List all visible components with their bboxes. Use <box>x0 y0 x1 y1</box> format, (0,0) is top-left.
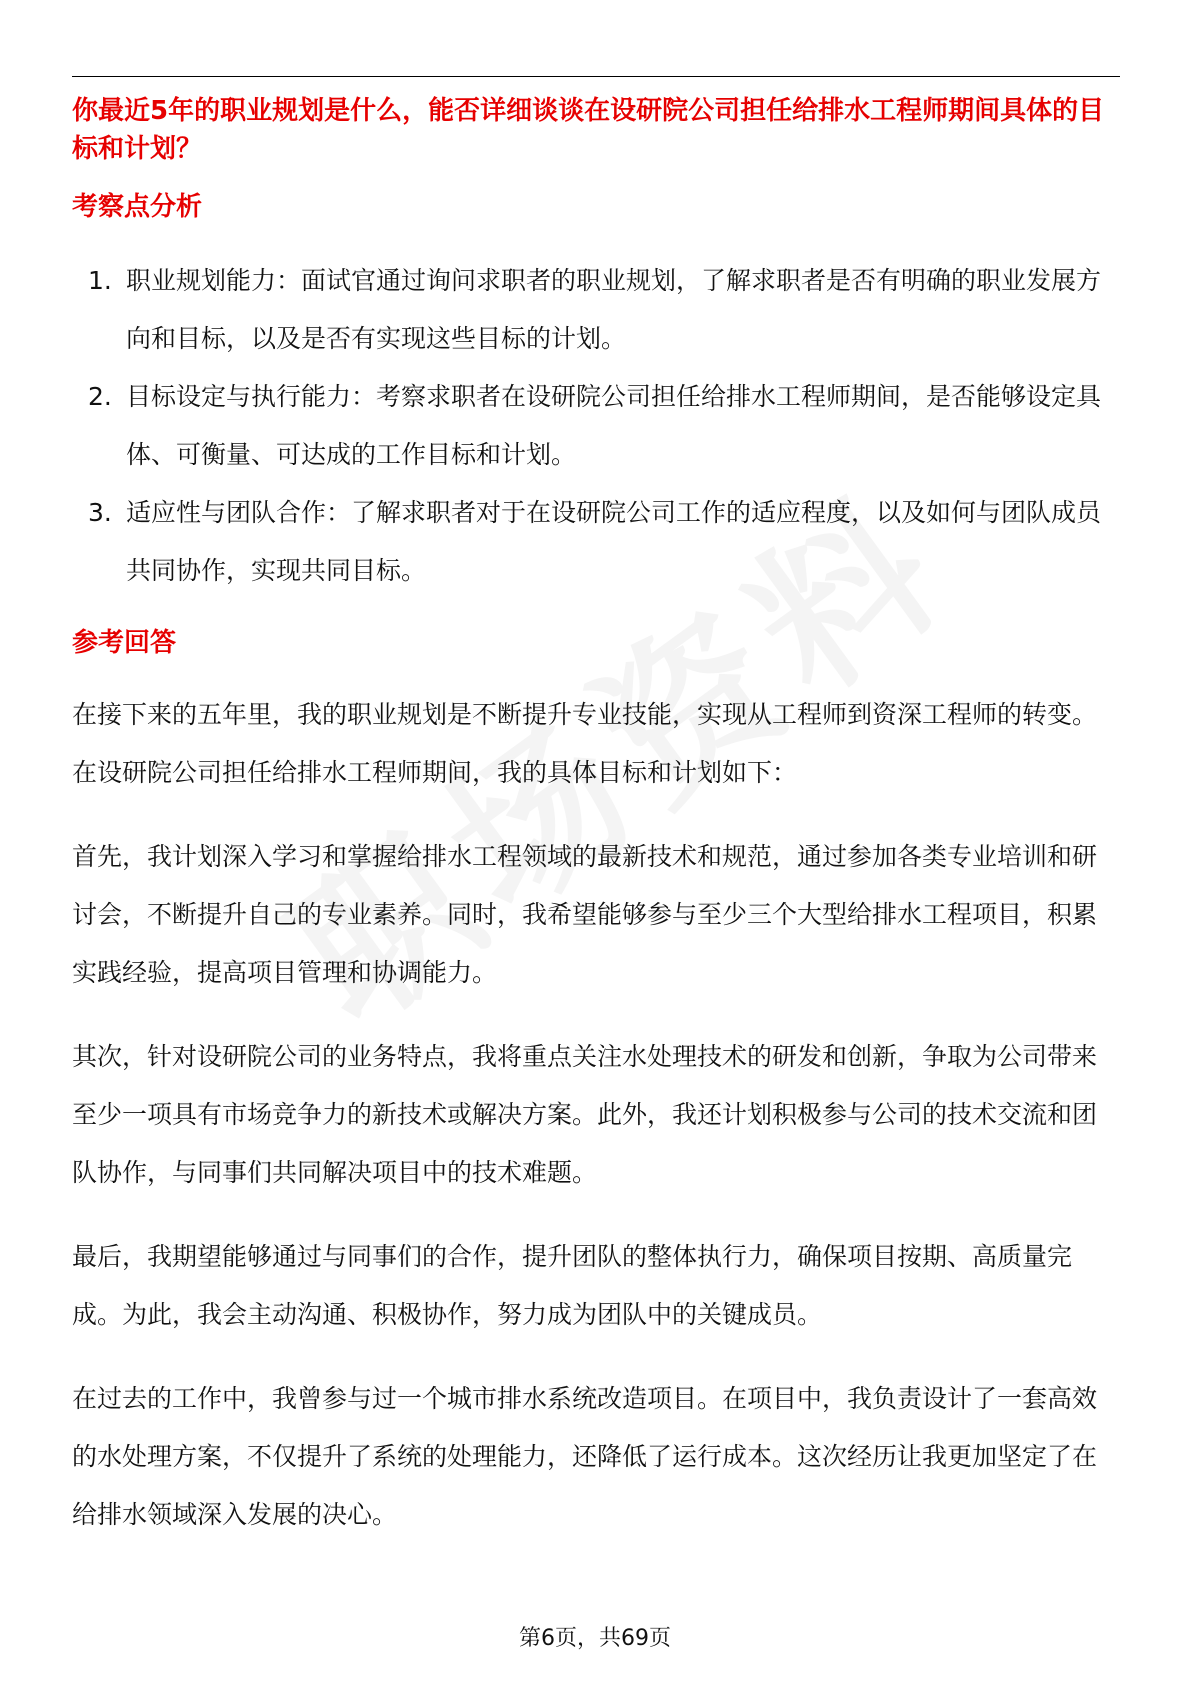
page-content <box>72 92 1120 1544</box>
answer-paragraph: 在接下来的五年里，我的职业规划是不断提升专业技能，实现从工程师到资深工程师的转变。在设研院公司担任给排水工程师期间，我的具体目标和计划如下： <box>72 700 1098 787</box>
point-text: 职业规划能力：面试官通过询问求职者的职业规划，了解求职者是否有明确的职业发展方向和目标，以及是否有实现这些目标的计划。 <box>126 266 1102 353</box>
point-number: 2. <box>88 382 112 411</box>
analysis-points-list <box>72 252 1120 600</box>
point-text: 适应性与团队合作：了解求职者对于在设研院公司工作的适应程度，以及如何与团队成员共同协作，实现共同目标。 <box>126 498 1102 585</box>
point-text: 目标设定与执行能力：考察求职者在设研院公司担任给排水工程师期间，是否能够设定具体、可衡量、可达成的工作目标和计划。 <box>126 382 1102 469</box>
analysis-point <box>72 484 1120 600</box>
header-rule <box>72 76 1120 77</box>
point-number: 1. <box>88 266 112 295</box>
question-title: 你最近5年的职业规划是什么，能否详细谈谈在设研院公司担任给排水工程师期间具体的目标和计划？ <box>72 96 1105 164</box>
analysis-point <box>72 252 1120 368</box>
analysis-heading: 考察点分析 <box>72 192 203 222</box>
analysis-point <box>72 368 1120 484</box>
point-number: 3. <box>88 498 112 527</box>
answer-paragraph: 最后，我期望能够通过与同事们的合作，提升团队的整体执行力，确保项目按期、高质量完成。为此，我会主动沟通、积极协作，努力成为团队中的关键成员。 <box>72 1242 1073 1329</box>
answer-paragraph: 首先，我计划深入学习和掌握给排水工程领域的最新技术和规范，通过参加各类专业培训和研讨会，不断提升自己的专业素养。同时，我希望能够参与至少三个大型给排水工程项目，积累实践经验，提高项目管理和协调能力。 <box>72 842 1098 987</box>
answer-paragraph: 其次，针对设研院公司的业务特点，我将重点关注水处理技术的研发和创新，争取为公司带来至少一项具有市场竞争力的新技术或解决方案。此外，我还计划积极参与公司的技术交流和团队协作，与同事们共同解决项目中的技术难题。 <box>72 1042 1098 1187</box>
page-number: 第6页，共69页 <box>519 1626 671 1651</box>
answer-heading: 参考回答 <box>72 628 177 658</box>
answer-paragraph: 在过去的工作中，我曾参与过一个城市排水系统改造项目。在项目中，我负责设计了一套高效的水处理方案，不仅提升了系统的处理能力，还降低了运行成本。这次经历让我更加坚定了在给排水领域深入发展的决心。 <box>72 1384 1098 1529</box>
